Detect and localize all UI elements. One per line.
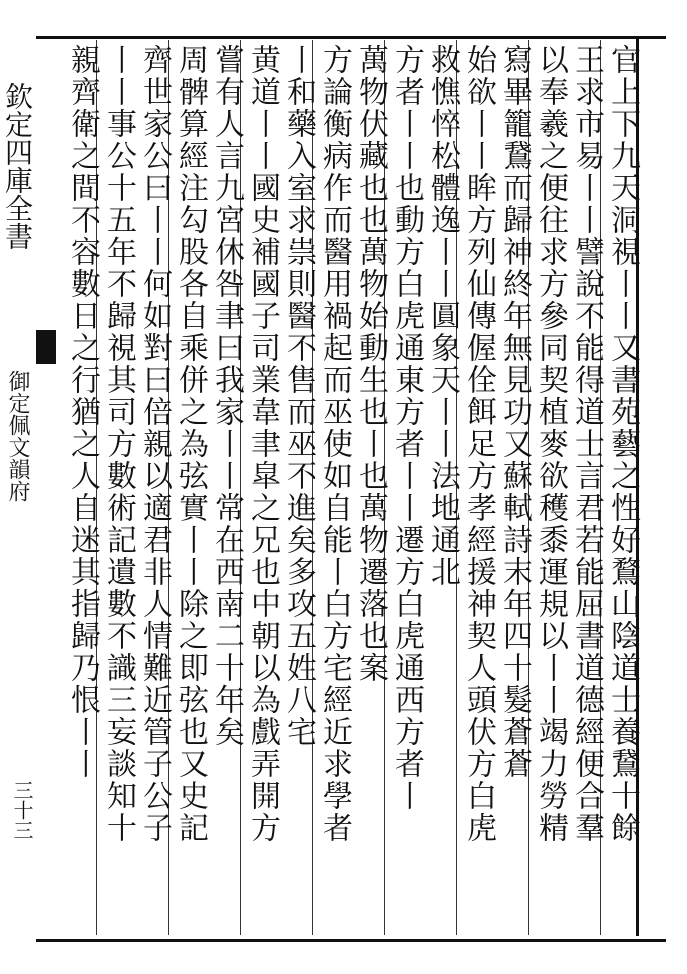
- text-column: 王求市易丨丨譬說不能得道士言君若能屈書道德經便合羣: [569, 44, 604, 844]
- text-column: 方者丨丨也動方白虎通東方者丨丨遷方白虎通西方者丨: [389, 44, 424, 812]
- text-column: 親齊衛之間不容數日之行猶之人自迷其指歸乃恨丨丨: [65, 44, 100, 780]
- text-column: 始欲丨丨眸方列仙傳偓佺餌足方孝經援神契人頭伏方白虎: [461, 44, 496, 844]
- book-title: 御定佩文韻府: [5, 370, 30, 502]
- edge-top-label: 欽定四庫全書: [1, 82, 34, 250]
- text-column: 萬物伏藏也也萬物始動生也丨也萬物遷落也案: [353, 44, 388, 684]
- text-column: 官上下九天洞視丨丨又書苑藝之性好鶩山陰道士養鵞十餘: [605, 44, 640, 844]
- page-edge: [0, 40, 36, 935]
- text-column: 齊世家公曰丨丨何如對曰倍親以適君非人情難近管子公子: [137, 44, 172, 844]
- text-column: 黄道丨丨國史補國子司業韋聿皐之兄也中朝以為戲弄開方: [245, 44, 280, 844]
- text-column: 嘗有人言九宮休咎聿曰我家丨丨常在西南二十年矣: [209, 44, 244, 748]
- page-number: 三十三: [10, 780, 34, 840]
- text-column: 丨丨事公十五年不歸視其司方數術記遺數不識三妄談知十: [101, 44, 136, 844]
- fishtail-mark: [36, 330, 56, 364]
- text-column: 寫畢籠鵞而歸神終年無見功又蘇軾詩末年四十髮蒼蒼: [497, 44, 532, 780]
- text-column: 救憔悴松體逸丨丨圓象天丨丨法地通北: [425, 44, 460, 588]
- text-column: 丨和藥入室求祟則醫不售而巫不進矣多攻五姓八宅: [281, 44, 316, 748]
- text-column: 方論衡病作而醫用禍起而巫使如自能丨白方宅經近求學者: [317, 44, 352, 844]
- text-column: 以奉羲之便往求方參同契植麥欲穫黍運規以丨丨竭力勞精: [533, 44, 568, 844]
- text-column: 周髀算經注勾股各自乘併之為弦實丨丨除之即弦也又史記: [173, 44, 208, 844]
